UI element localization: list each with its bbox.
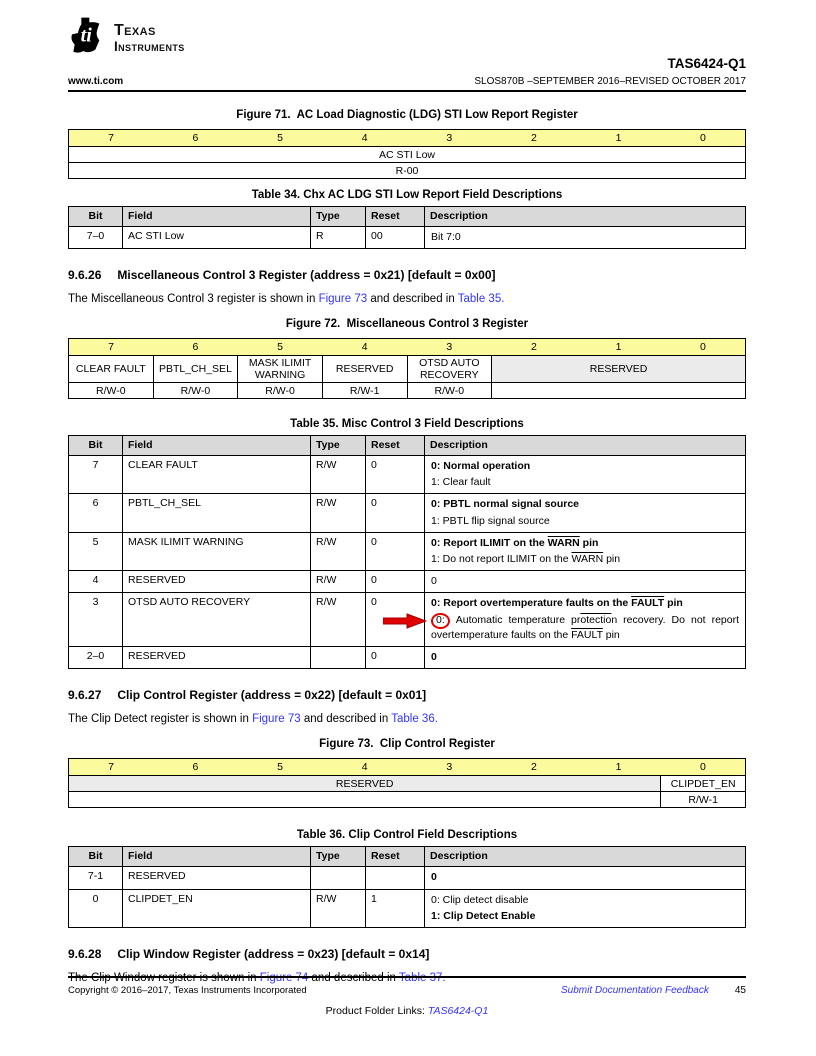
section-title: Miscellaneous Control 3 Register (address = 0x21) [default = 0x00]	[117, 268, 496, 283]
table36-caption: Table 36. Clip Control Field Descriptions	[296, 829, 518, 842]
bit-number: 4	[322, 759, 407, 776]
field-cell: CLEAR FAULT	[123, 456, 311, 494]
description-line: 1: Do not report ILIMIT on the WARN pin	[431, 552, 621, 565]
bit-number: 1	[576, 130, 661, 147]
reset-cell: 0	[366, 570, 425, 592]
doc-cross-reference-link[interactable]: Figure 74	[259, 971, 309, 984]
bit-number: 0	[661, 759, 746, 776]
field-cell: RESERVED	[123, 867, 311, 889]
description-cell	[425, 456, 746, 494]
bit-number: 6	[153, 759, 238, 776]
column-header: Description	[425, 436, 746, 456]
field-names-row	[69, 356, 746, 383]
table-header-row	[69, 436, 746, 456]
column-header: Field	[123, 207, 311, 227]
access-type-cell: R-00	[69, 163, 746, 179]
header-meta-row	[68, 76, 746, 87]
bit-number: 1	[576, 759, 661, 776]
page-number: 45	[734, 985, 746, 996]
doc-cross-reference-link[interactable]: Table 35.	[457, 293, 505, 306]
bit-number: 5	[238, 759, 323, 776]
register-field-cell: RESERVED	[492, 356, 746, 383]
reset-cell: 0	[366, 494, 425, 532]
bit-number: 7	[69, 339, 154, 356]
field-cell: PBTL_CH_SEL	[123, 494, 311, 532]
bit-cell: 7-1	[69, 867, 123, 889]
table35-caption: Table 35. Misc Control 3 Field Descriptions	[290, 418, 524, 431]
table35	[68, 435, 746, 669]
register-field-cell: MASK ILIMIT WARNING	[238, 356, 323, 383]
column-header: Bit	[69, 847, 123, 867]
column-header: Field	[123, 847, 311, 867]
field-cell: AC STI Low	[123, 227, 311, 249]
section-9-6-27-heading	[68, 688, 746, 702]
table-row	[69, 456, 746, 494]
bit-cell: 7	[69, 456, 123, 494]
field-cell: OTSD AUTO RECOVERY	[123, 593, 311, 647]
field-cell: RESERVED	[123, 647, 311, 669]
figure72-caption: Figure 72. Miscellaneous Control 3 Register	[285, 318, 529, 331]
bit-cell: 7–0	[69, 227, 123, 249]
description-line: 1: Clear fault	[431, 476, 491, 489]
description-line: 0: Clip detect disable	[431, 893, 529, 906]
type-cell: R	[311, 227, 366, 249]
access-type-cell: R/W-0	[238, 383, 323, 399]
table-row	[69, 227, 746, 249]
bit-number: 2	[492, 130, 577, 147]
bit-number: 7	[69, 759, 154, 776]
column-header: Bit	[69, 207, 123, 227]
field-names-row	[69, 776, 746, 792]
paragraph-text: and described in	[367, 293, 458, 306]
bit-number: 7	[69, 130, 154, 147]
column-header: Reset	[366, 436, 425, 456]
figure71-caption: Figure 71. AC Load Diagnostic (LDG) STI Low Report Register	[236, 109, 578, 121]
annotation-circled-value: 0:	[431, 613, 450, 629]
access-type-cell: R/W-1	[661, 792, 746, 808]
description-cell	[425, 593, 746, 647]
access-type-cell	[69, 792, 661, 808]
register-field-cell: RESERVED	[69, 776, 661, 792]
section-9-6-26-paragraph	[68, 293, 746, 305]
column-header: Description	[425, 207, 746, 227]
type-cell	[311, 867, 366, 889]
description-line: 0	[431, 651, 437, 664]
bit-number: 6	[153, 339, 238, 356]
paragraph-text: and described in	[308, 971, 399, 984]
type-cell: R/W	[311, 456, 366, 494]
svg-text:ti: ti	[80, 24, 92, 47]
access-type-cell	[492, 383, 746, 399]
column-header: Bit	[69, 436, 123, 456]
bit-numbers-row	[69, 339, 746, 356]
register-field-cell: CLEAR FAULT	[69, 356, 154, 383]
reset-cell: 0	[366, 532, 425, 570]
section-9-6-26-heading	[68, 268, 746, 282]
part-number: TAS6424-Q1	[667, 56, 746, 71]
doc-cross-reference-link[interactable]: Figure 73	[252, 713, 301, 726]
field-cell: MASK ILIMIT WARNING	[123, 532, 311, 570]
description-cell	[425, 227, 746, 249]
column-header: Type	[311, 847, 366, 867]
description-cell	[425, 867, 746, 889]
brand-line2: Instruments	[114, 39, 185, 54]
reset-cell: 1	[366, 889, 425, 927]
bit-cell: 4	[69, 570, 123, 592]
description-line: 0: Report overtemperature faults on the FAULT pin	[431, 597, 683, 609]
register-field-cell: CLIPDET_EN	[661, 776, 746, 792]
bit-cell: 0	[69, 889, 123, 927]
figure72-register-table	[68, 338, 746, 399]
access-row	[69, 163, 746, 179]
field-cell: CLIPDET_EN	[123, 889, 311, 927]
table-row	[69, 494, 746, 532]
table-header-row	[69, 847, 746, 867]
register-field-cell: AC STI Low	[69, 147, 746, 163]
type-cell: R/W	[311, 494, 366, 532]
column-header: Field	[123, 436, 311, 456]
section-title: Clip Window Register (address = 0x23) [default = 0x14]	[117, 946, 430, 961]
bit-cell: 5	[69, 532, 123, 570]
access-row	[69, 792, 746, 808]
description-cell	[425, 532, 746, 570]
description-line: 0: PBTL normal signal source	[431, 498, 580, 511]
bit-number: 3	[407, 339, 492, 356]
bit-number: 0	[661, 130, 746, 147]
column-header: Reset	[366, 207, 425, 227]
product-folder-label: Product Folder Links:	[325, 1005, 428, 1017]
paragraph-text: and described in	[300, 713, 392, 726]
table-row	[69, 647, 746, 669]
table-row	[69, 593, 746, 647]
figure71-register-table	[68, 129, 746, 179]
ti-wordmark	[114, 23, 185, 54]
type-cell	[311, 647, 366, 669]
annotation-arrow-icon	[383, 613, 427, 629]
footer-rule	[68, 976, 746, 978]
column-header: Reset	[366, 847, 425, 867]
paragraph-text: The Miscellaneous Control 3 register is shown in	[68, 293, 319, 306]
column-header: Description	[425, 847, 746, 867]
doc-cross-reference-link[interactable]: Table 36.	[391, 713, 438, 726]
access-row	[69, 383, 746, 399]
bit-number: 4	[322, 130, 407, 147]
description-line: 0: Automatic temperature protection recovery. Do not report overtemperature faults on the FAULT pin	[431, 613, 739, 642]
section-9-6-27-paragraph	[68, 713, 746, 725]
table-row	[69, 532, 746, 570]
submit-feedback-link[interactable]: Submit Documentation Feedback	[561, 985, 709, 996]
doc-revision-info: SLOS870B –SEPTEMBER 2016–REVISED OCTOBER 2017	[474, 76, 746, 87]
bit-number: 3	[407, 759, 492, 776]
type-cell: R/W	[311, 532, 366, 570]
table34-caption: Table 34. Chx AC LDG STI Low Report Field Descriptions	[251, 189, 563, 201]
description-line: 0	[431, 574, 437, 587]
bit-number: 3	[407, 130, 492, 147]
bit-number: 1	[576, 339, 661, 356]
description-cell	[425, 647, 746, 669]
copyright-text: Copyright © 2016–2017, Texas Instruments Incorporated	[68, 985, 307, 996]
doc-cross-reference-link[interactable]: Figure 73	[318, 293, 368, 306]
access-type-cell: R/W-0	[153, 383, 238, 399]
description-line: Bit 7:0	[431, 231, 461, 243]
description-line: 1: PBTL flip signal source	[431, 514, 550, 527]
bit-cell: 2–0	[69, 647, 123, 669]
bit-number: 6	[153, 130, 238, 147]
bit-cell: 6	[69, 494, 123, 532]
section-title: Clip Control Register (address = 0x22) [default = 0x01]	[117, 688, 427, 703]
website-link[interactable]: www.ti.com	[68, 76, 124, 87]
column-header: Type	[311, 436, 366, 456]
figure73-caption: Figure 73. Clip Control Register	[319, 738, 495, 751]
type-cell: R/W	[311, 593, 366, 647]
field-names-row	[69, 147, 746, 163]
bit-number: 4	[322, 339, 407, 356]
bit-cell: 3	[69, 593, 123, 647]
table36	[68, 846, 746, 927]
bit-numbers-row	[69, 759, 746, 776]
table-header-row	[69, 207, 746, 227]
reset-cell: 0	[366, 593, 425, 647]
description-cell	[425, 570, 746, 592]
register-field-cell: RESERVED	[322, 356, 407, 383]
access-type-cell: R/W-1	[322, 383, 407, 399]
column-header: Type	[311, 207, 366, 227]
bit-number: 5	[238, 130, 323, 147]
reset-cell: 00	[366, 227, 425, 249]
page-footer	[68, 976, 746, 1017]
bit-number: 5	[238, 339, 323, 356]
type-cell: R/W	[311, 889, 366, 927]
bit-number: 2	[492, 339, 577, 356]
product-folder-link[interactable]: TAS6424-Q1	[427, 1005, 489, 1017]
section-number: 9.6.26	[68, 268, 102, 283]
paragraph-text: The Clip Detect register is shown in	[68, 713, 253, 726]
access-type-cell: R/W-0	[69, 383, 154, 399]
paragraph-text: The Clip Window register is shown in	[68, 971, 260, 984]
field-cell: RESERVED	[123, 570, 311, 592]
reset-cell: 0	[366, 647, 425, 669]
type-cell: R/W	[311, 570, 366, 592]
register-field-cell: OTSD AUTO RECOVERY	[407, 356, 492, 383]
description-line: 0: Report ILIMIT on the WARN pin	[431, 536, 599, 549]
reset-cell	[366, 867, 425, 889]
description-line: 0: Normal operation	[431, 460, 531, 473]
description-line: 0	[431, 871, 437, 884]
section-number: 9.6.28	[68, 946, 102, 961]
brand-line1: Texas	[114, 22, 156, 39]
bit-number: 0	[661, 339, 746, 356]
access-type-cell: R/W-0	[407, 383, 492, 399]
bit-number: 2	[492, 759, 577, 776]
description-cell	[425, 889, 746, 927]
table-row	[69, 889, 746, 927]
doc-cross-reference-link[interactable]: Table 37.	[398, 971, 446, 984]
section-9-6-28-heading	[68, 947, 746, 961]
figure73-register-table	[68, 758, 746, 808]
header-rule	[68, 90, 746, 92]
section-number: 9.6.27	[68, 688, 102, 703]
header	[68, 16, 746, 54]
table-row	[69, 570, 746, 592]
register-field-cell: PBTL_CH_SEL	[153, 356, 238, 383]
description-cell	[425, 494, 746, 532]
reset-cell: 0	[366, 456, 425, 494]
table34	[68, 206, 746, 249]
ti-logo-icon	[68, 16, 108, 54]
description-line: 1: Clip Detect Enable	[431, 909, 536, 922]
table-row	[69, 867, 746, 889]
bit-numbers-row	[69, 130, 746, 147]
